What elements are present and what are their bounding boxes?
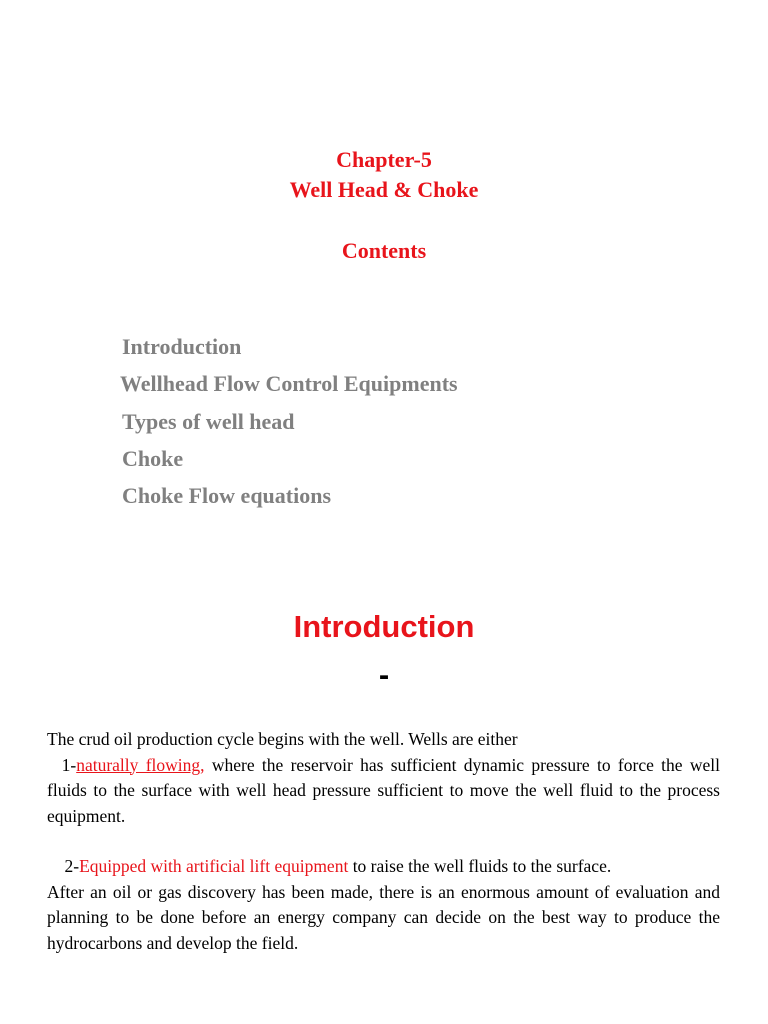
list-item-2-text: to raise the well fluids to the surface. bbox=[348, 856, 612, 876]
artificial-lift-highlight: Equipped with artificial lift equipment bbox=[79, 856, 349, 876]
toc-item-introduction: Introduction bbox=[122, 334, 242, 359]
table-of-contents bbox=[122, 332, 458, 518]
intro-paragraph-2 bbox=[47, 854, 720, 956]
toc-item-wellhead-flow-control: Wellhead Flow Control Equipments bbox=[120, 371, 458, 397]
naturally-flowing-highlight: naturally flowing, bbox=[76, 754, 205, 775]
intro-paragraph-1 bbox=[47, 727, 720, 829]
chapter-title: Well Head & Choke bbox=[289, 177, 479, 202]
body-line-1: The crud oil production cycle begins with the well. Wells are either bbox=[47, 729, 518, 749]
list-item-1-prefix: 1- bbox=[61, 754, 77, 775]
toc-item-types-of-well-head: Types of well head bbox=[122, 408, 295, 434]
list-item-2-prefix: 2- bbox=[64, 856, 80, 876]
section-dash: - bbox=[378, 657, 390, 692]
list-item-2 bbox=[47, 854, 720, 880]
chapter-number: Chapter-5 bbox=[336, 147, 432, 172]
toc-item-choke: Choke bbox=[122, 445, 184, 471]
section-heading: Introduction bbox=[293, 609, 475, 644]
toc-item-choke-flow-equations: Choke Flow equations bbox=[122, 483, 332, 509]
list-item-1-text: where the reservoir has sufficient dynamic pressure to force the well fluids to the surface with well head pressure sufficient to move the well fluid to the process equipment. bbox=[47, 754, 720, 826]
body-paragraph: After an oil or gas discovery has been made, there is an enormous amount of evaluation and planning to be done before an energy company can decide on the best way to produce the hydrocarbons and develop the field. bbox=[47, 881, 720, 953]
chapter-header bbox=[0, 145, 768, 205]
contents-heading: Contents bbox=[341, 238, 427, 263]
list-item-1 bbox=[47, 753, 720, 830]
